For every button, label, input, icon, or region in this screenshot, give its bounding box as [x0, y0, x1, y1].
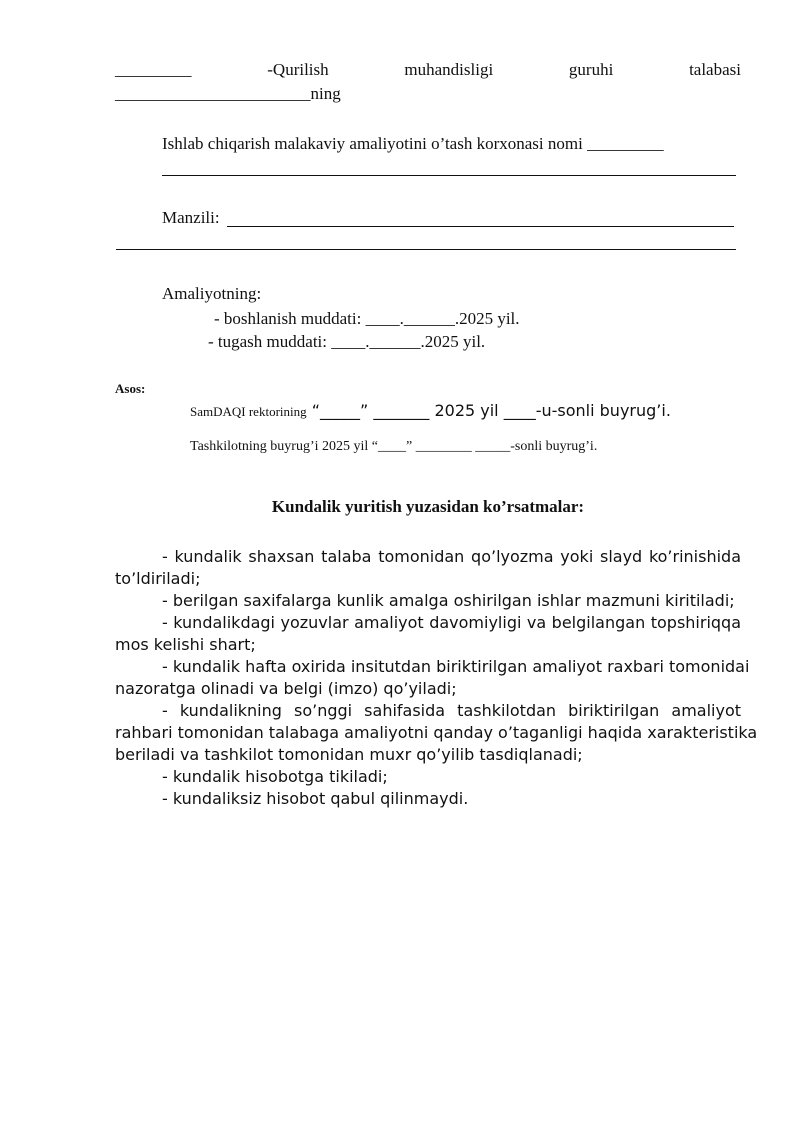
instruction-line: - berilgan saxifalarga kunlik amalga oshirilgan ishlar mazmuni kiritiladi;: [162, 591, 735, 610]
enterprise-name-label: Ishlab chiqarish malakaviy amaliyotini o’tash korxonasi nomi _________: [162, 134, 664, 153]
organization-order-line: Tashkilotning buyrug’i 2025 yil “____” ________ _____-sonli buyrug’i.: [190, 439, 598, 454]
practice-heading: Amaliyotning:: [162, 284, 262, 303]
address-underline[interactable]: [227, 226, 734, 227]
practice-end-date: - tugash muddati: ____.______.2025 yil.: [208, 332, 486, 351]
student-name-line[interactable]: _______________________ning: [115, 84, 341, 103]
blank-field[interactable]: _________: [115, 60, 192, 79]
instruction-line: - kundalik hisobotga tikiladi;: [162, 767, 388, 786]
rector-order-prefix: SamDAQI rektorining: [190, 404, 307, 419]
rector-order-line: [190, 401, 671, 421]
faculty-word: muhandisligi: [404, 60, 494, 79]
basis-label: Asos:: [115, 381, 146, 396]
enterprise-name-underline[interactable]: [162, 175, 736, 176]
instruction-line: mos kelishi shart;: [115, 635, 256, 654]
instruction-line: - kundalikning so’nggi sahifasida tashkilotdan biriktirilgan amaliyot: [162, 701, 741, 720]
practice-start-date: - boshlanish muddati: ____.______.2025 yil.: [214, 309, 520, 328]
address-label: Manzili:: [162, 208, 220, 227]
instruction-line: beriladi va tashkilot tomonidan muxr qo’yilib tasdiqlanadi;: [115, 745, 583, 764]
instruction-line: nazoratga olinadi va belgi (imzo) qo’yiladi;: [115, 679, 457, 698]
instruction-line: - kundalikdagi yozuvlar amaliyot davomiyligi va belgilangan topshiriqqa: [162, 613, 741, 632]
faculty-word: -Qurilish: [267, 60, 329, 79]
group-word: guruhi: [568, 60, 614, 79]
instruction-line: - kundalik hafta oxirida insitutdan biriktirilgan amaliyot raxbari tomonidai: [162, 657, 750, 676]
student-word: talabasi: [689, 60, 741, 79]
rector-order-details: “_____” _______ 2025 yil ____-u-sonli buyrug’i.: [306, 401, 671, 420]
address-underline-2[interactable]: [116, 249, 736, 250]
instruction-line: rahbari tomonidan talabaga amaliyotni qanday o’taganligi haqida xarakteristika: [115, 723, 758, 742]
group-student-line: [115, 60, 741, 80]
instructions-title: Kundalik yuritish yuzasidan ko’rsatmalar:: [271, 497, 585, 516]
instruction-line: to’ldiriladi;: [115, 569, 201, 588]
instruction-line: - kundaliksiz hisobot qabul qilinmaydi.: [162, 789, 469, 808]
instruction-line: - kundalik shaxsan talaba tomonidan qo’lyozma yoki slayd ko’rinishida: [162, 547, 741, 566]
